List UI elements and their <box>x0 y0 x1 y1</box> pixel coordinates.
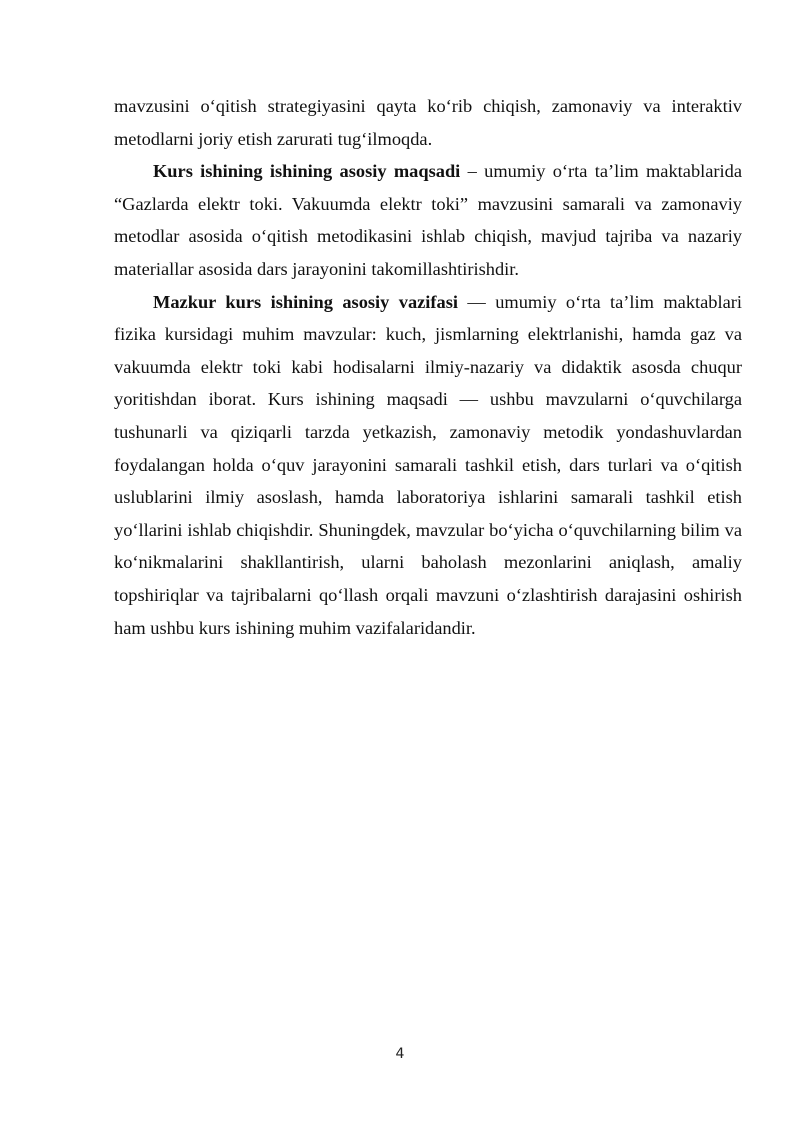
body-text <box>114 90 742 644</box>
paragraph-bold-lead: Kurs ishining ishining asosiy maqsadi <box>153 161 461 182</box>
paragraph-goal <box>114 155 742 285</box>
paragraph-bold-lead: Mazkur kurs ishining asosiy vazifasi <box>153 291 459 312</box>
paragraph-continuation <box>114 90 742 155</box>
paragraph-tasks <box>114 286 742 645</box>
paragraph-text: — umumiy o‘rta ta’lim maktablari fizika kursidagi muhim mavzular: kuch, jismlarning elektrlanishi, hamda gaz va vakuumda elektr toki kabi hodisalarni ilmiy-nazariy va didaktik asosda chuqur yoritishdan iborat. Kurs ishining maqsadi — ushbu mavzularni o‘quvchilarga tushunarli va qiziqarli tarzda yetkazish, zamonaviy metodik yondashuvlardan foydalangan holda o‘quv jarayonini samarali tashkil etish, dars turlari va o‘qitish uslublarini ilmiy asoslash, hamda laboratoriya ishlarini samarali tashkil etish yo‘llarini ishlab chiqishdir. Shuningdek, mavzular bo‘yicha o‘quvchilarning bilim va ko‘nikmalarini shakllantirish, ularni baholash mezonlarini aniqlash, amaliy topshiriqlar va tajribalarni qo‘llash orqali mavzuni o‘zlashtirish darajasini oshirish ham ushbu kurs ishining muhim vazifalaridandir. <box>114 291 742 638</box>
paragraph-text: – umumiy o‘rta ta’lim maktablarida “Gazlarda elektr toki. Vakuumda elektr toki” mavzusini samarali va zamonaviy metodlar asosida o‘qitish metodikasini ishlab chiqish, mavjud tajriba va nazariy materiallar asosida dars jarayonini takomillashtirishdir. <box>114 161 743 279</box>
paragraph-text: mavzusini o‘qitish strategiyasini qayta ko‘rib chiqish, zamonaviy va interaktiv metodlarni joriy etish zarurati tug‘ilmoqda. <box>114 96 742 149</box>
page-number: 4 <box>395 1046 405 1062</box>
